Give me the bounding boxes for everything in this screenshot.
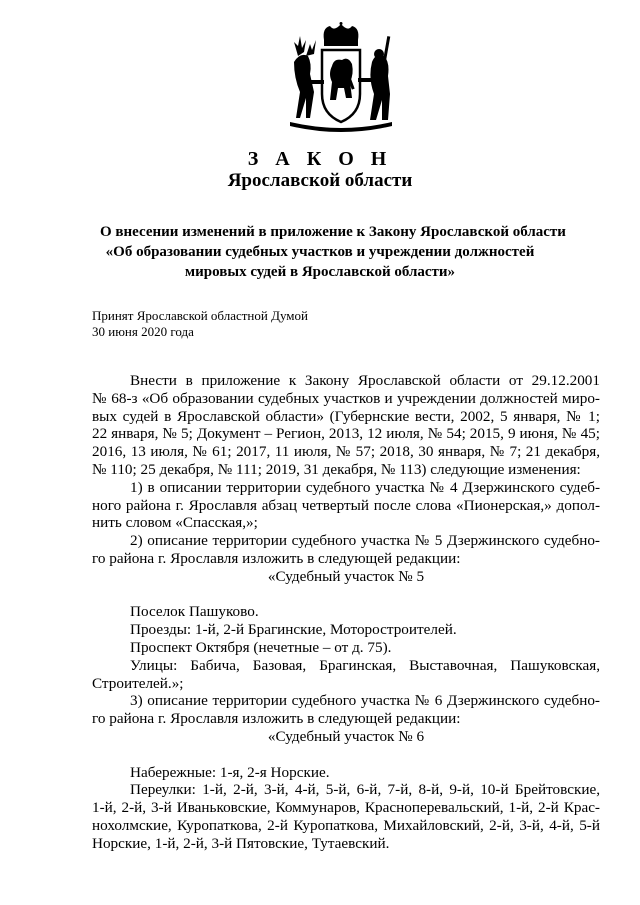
body-line: Внести в приложение к Закону Ярославской области от 29.12.2001 — [130, 372, 600, 389]
coat-of-arms-icon — [284, 22, 398, 134]
body-line: ного района г. Ярославля абзац четвертый после слова «Пионерская,» допол- — [92, 496, 600, 514]
body-line: Поселок Пашуково. — [130, 603, 259, 621]
document-region: Ярославской области — [227, 170, 413, 191]
body-line: Норские, 1-й, 2-й, 3-й Пятовские, Тутаевский. — [92, 834, 390, 852]
law-body — [92, 372, 600, 853]
adoption-note — [92, 308, 308, 340]
body-line: № 110; 25 декабря, № 111; 2019, 31 декабря, № 113) следующие изменения: — [92, 460, 581, 478]
adoption-date: 30 июня 2020 года — [92, 324, 194, 339]
body-line: 1-й, 2-й, 3-й Иваньковские, Коммунаров, Красноперевальский, 1-й, 2-й Крас- — [92, 799, 600, 817]
body-line: «Судебный участок № 5 — [267, 567, 425, 585]
body-line: Набережные: 1-я, 2-я Норские. — [130, 763, 330, 781]
body-line: № 68-з «Об образовании судебных участков и учреждении должностей миро- — [92, 389, 600, 407]
subject-line: «Об образовании судебных участков и учреждении должностей — [105, 244, 535, 260]
body-line: 1) в описании территории судебного участка № 4 Дзержинского судеб- — [130, 478, 600, 496]
body-line: го района г. Ярославля изложить в следующей редакции: — [92, 549, 461, 567]
body-line: вых судей в Ярославской области» (Губернские вести, 2002, 5 января, № 1; — [92, 407, 600, 425]
law-subject — [100, 222, 566, 282]
subject-line: мировых судей в Ярославской области» — [184, 264, 456, 280]
body-line: 2) описание территории судебного участка № 5 Дзержинского судебно- — [130, 532, 600, 550]
subject-line: О внесении изменений в приложение к Закону Ярославской области — [100, 224, 566, 240]
body-line: 3) описание территории судебного участка № 6 Дзержинского судебно- — [130, 692, 600, 710]
body-line — [92, 746, 600, 764]
body-line: нохолмские, Куропаткова, 2-й Куропаткова, Михайловский, 2-й, 3-й, 4-й, 5-й — [92, 816, 600, 834]
body-line — [92, 586, 600, 604]
document-type: З А К О Н — [247, 148, 393, 170]
body-line: го района г. Ярославля изложить в следующей редакции: — [92, 710, 461, 728]
body-line: Строителей.»; — [92, 674, 184, 692]
body-line: 2016, 13 июля, № 61; 2017, 11 июля, № 57; 2018, 30 января, № 7; 21 декабря, — [92, 443, 600, 461]
body-line: Улицы: Бабича, Базовая, Брагинская, Выставочная, Пашуковская, — [130, 656, 600, 674]
body-line: 22 января, № 5; Документ – Регион, 2013, 12 июля, № 54; 2015, 9 июня, № 45; — [92, 425, 600, 443]
body-line: Проспект Октября (нечетные – от д. 75). — [130, 638, 392, 656]
body-line: Переулки: 1-й, 2-й, 3-й, 4-й, 5-й, 6-й, 7-й, 8-й, 9-й, 10-й Брейтовские, — [130, 781, 600, 799]
body-line: Проезды: 1-й, 2-й Брагинские, Моторостроителей. — [130, 621, 457, 639]
body-line: «Судебный участок № 6 — [267, 727, 425, 745]
body-line: нить словом «Спасская,»; — [92, 514, 258, 532]
adoption-body: Принят Ярославской областной Думой — [92, 308, 308, 323]
